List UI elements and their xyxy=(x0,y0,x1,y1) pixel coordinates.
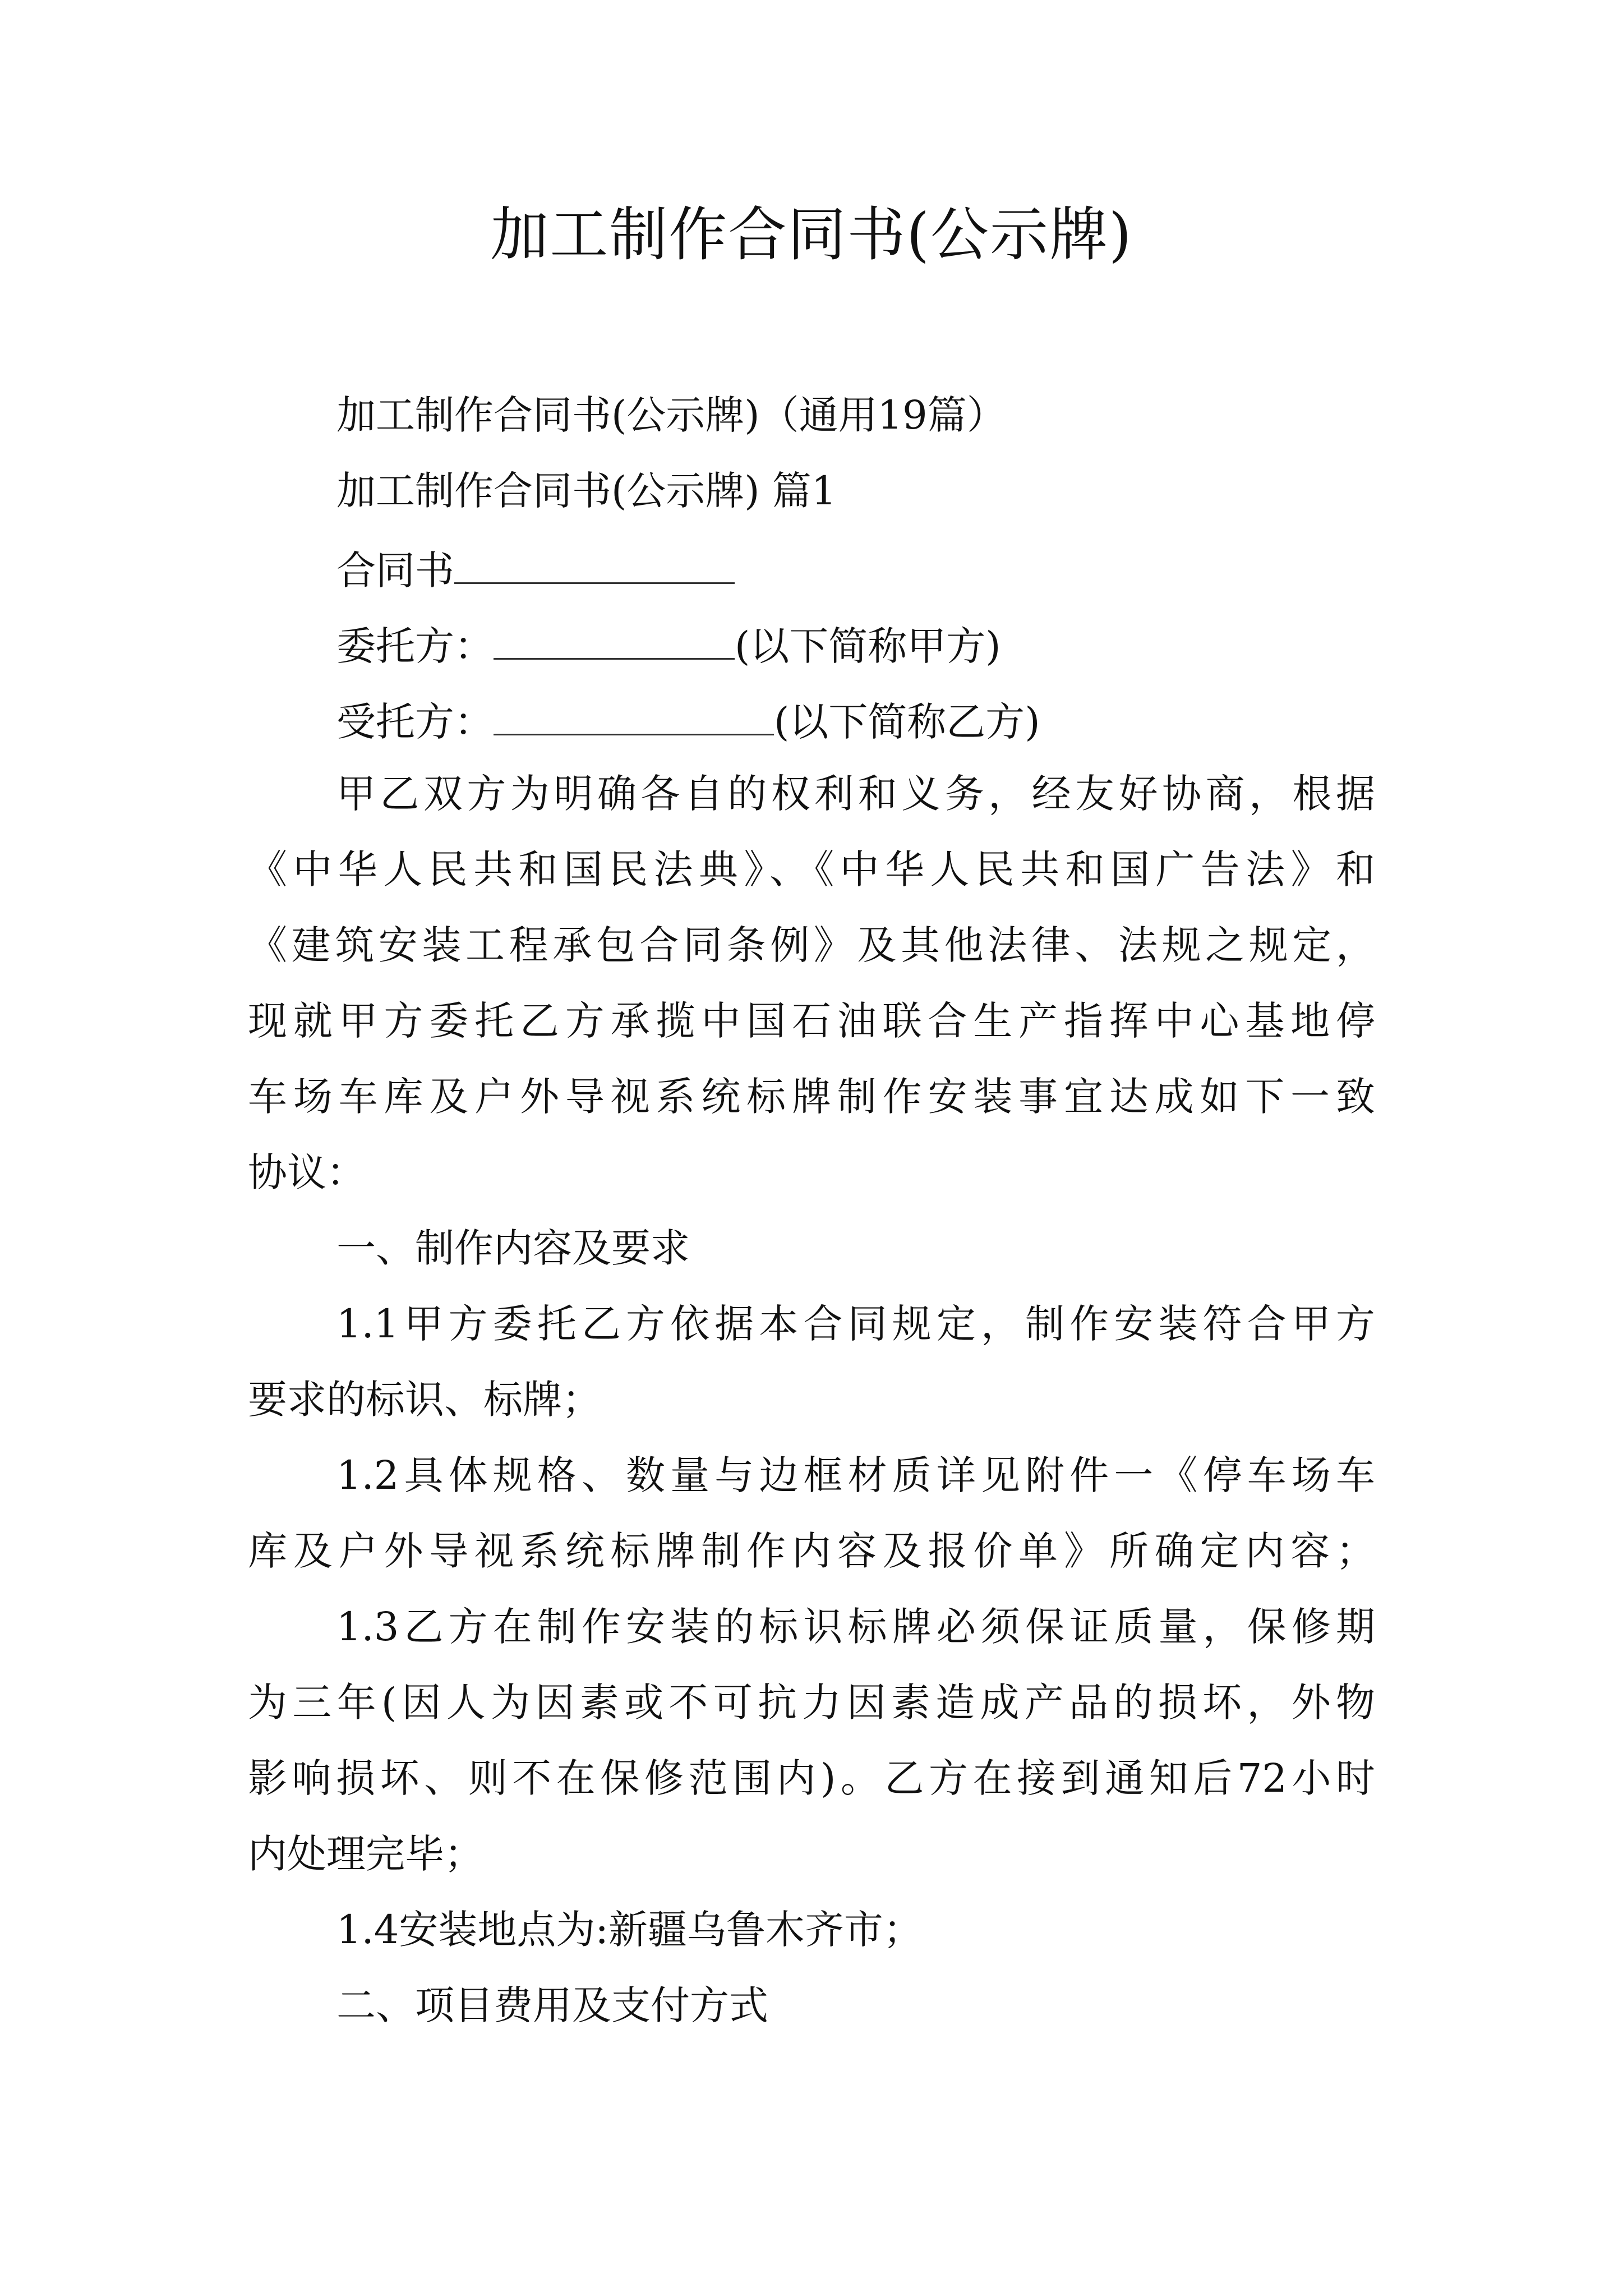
party-b-line xyxy=(336,690,1040,750)
contract-number-label: 合同书 xyxy=(336,547,454,593)
clause-1-1-line: 1.1甲方委托乙方依据本合同规定，制作安装符合甲方 xyxy=(336,1301,1375,1347)
paragraph-line: 甲乙双方为明确各自的权利和义务，经友好协商，根据 xyxy=(336,771,1375,817)
party-a-line xyxy=(336,614,1001,674)
paragraph-line: 《建筑安装工程承包合同条例》及其他法律、法规之规定， xyxy=(248,922,1375,968)
clause-1-3-line: 为三年(因人为因素或不可抗力因素造成产品的损坏，外物 xyxy=(248,1680,1375,1726)
party-b-note: (以下简称乙方) xyxy=(774,699,1040,745)
party-b-label: 受托方： xyxy=(336,699,494,745)
paragraph-line: 现就甲方委托乙方承揽中国石油联合生产指挥中心基地停 xyxy=(248,998,1375,1044)
paragraph-line: 车场车库及户外导视系统标牌制作安装事宜达成如下一致 xyxy=(248,1074,1375,1120)
clause-1-1-line: 要求的标识、标牌； xyxy=(248,1377,601,1423)
party-b-blank xyxy=(494,690,774,735)
subtitle-line: 加工制作合同书(公示牌)（通用19篇） xyxy=(336,392,1006,438)
clause-1-3-line: 影响损坏、则不在保修范围内)。乙方在接到通知后72小时 xyxy=(248,1755,1375,1801)
party-a-blank xyxy=(494,614,735,660)
document-title: 加工制作合同书(公示牌) xyxy=(490,200,1133,269)
party-a-label: 委托方： xyxy=(336,623,494,669)
clause-1-3-line: 1.3乙方在制作安装的标识标牌必须保证质量，保修期 xyxy=(336,1604,1375,1650)
paragraph-line: 《中华人民共和国民法典》、《中华人民共和国广告法》和 xyxy=(248,846,1375,892)
clause-1-4-line: 1.4安装地点为:新疆乌鲁木齐市； xyxy=(336,1907,923,1953)
contract-number-line xyxy=(336,539,735,599)
party-a-note: (以下简称甲方) xyxy=(735,623,1001,669)
clause-1-3-line: 内处理完毕； xyxy=(248,1831,483,1877)
section-heading-line: 加工制作合同书(公示牌) 篇1 xyxy=(336,468,837,514)
paragraph-line: 协议： xyxy=(248,1149,366,1195)
section-heading-1: 一、制作内容及要求 xyxy=(336,1225,690,1271)
section-heading-2: 二、项目费用及支付方式 xyxy=(336,1982,768,2028)
clause-1-2-line: 库及户外导视系统标牌制作内容及报价单》所确定内容； xyxy=(248,1528,1375,1574)
clause-1-2-line: 1.2具体规格、数量与边框材质详见附件一《停车场车 xyxy=(336,1452,1375,1498)
contract-number-blank xyxy=(454,539,735,584)
